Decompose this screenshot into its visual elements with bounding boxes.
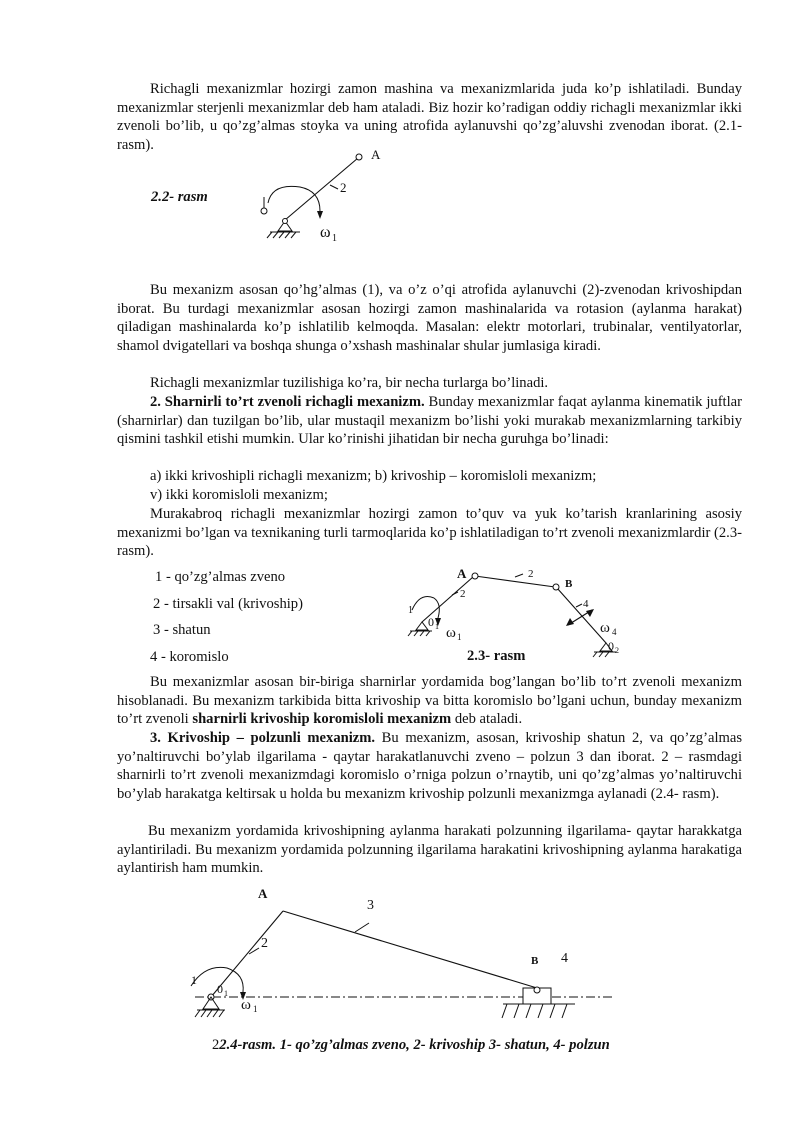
svg-text:ω: ω (241, 997, 251, 1013)
figure-2-3-caption: 2.3- rasm (467, 648, 526, 664)
heading-slider-crank: 3. Krivoship – polzunli mexanizm. (150, 730, 376, 746)
legend-item-1: 1 - qo’zg’almas zveno (155, 569, 286, 585)
svg-text:0: 0 (428, 615, 434, 629)
paragraph-description: Bu mexanizm asosan qo’hg’almas (1), va o’z o’qi atrofida aylanuvchi (2)-zvenodan krivoshipdan iborat. Bu turdagi mexanizmlar asosan hozirgi zamon mashinalarida va rotasion (aylanma harakat) qiladigan mashinalarda ko’p ishlatilib kelmoqda. Masalan: elektr motorlari, trubinalar, ventilyatorlar, shamol dvigatellari va boshqa shunga o’xshash mashinalar shular jumlasiga kiradi. (117, 282, 742, 355)
svg-text:0: 0 (217, 982, 223, 996)
svg-text:2: 2 (615, 646, 619, 655)
svg-text:ω: ω (446, 625, 456, 641)
svg-text:2: 2 (460, 588, 466, 600)
figure-2-3-diagram (400, 560, 630, 660)
joint-b (534, 987, 540, 993)
svg-text:1: 1 (457, 632, 462, 642)
svg-text:3: 3 (367, 898, 374, 913)
figure-2-4-caption: 22.4-rasm. 1- qo’zg’almas zveno, 2- krivoship 3- shatun, 4- polzun (212, 1037, 610, 1053)
label-omega: ω (320, 224, 331, 241)
joint-a (356, 154, 362, 160)
joint-a (472, 573, 478, 579)
paragraph-slider-motion: Bu mexanizm yordamida krivoshipning aylanma harakati polzunning ilgarilama- qaytar harakkatga aylantiriladi. Bu mexanizm yordamida polzunning ilgarilama harakatini krivoshipning aylanma harakatiga aylantirish ham mumkin. (117, 823, 742, 877)
svg-text:4: 4 (561, 951, 568, 966)
svg-text:2: 2 (528, 568, 534, 580)
rocker-link (557, 588, 606, 643)
svg-text:B: B (531, 955, 539, 967)
svg-text:A: A (457, 566, 467, 581)
paragraph-intro: Richagli mexanizmlar hozirgi zamon mashina va mexanizmlarida juda ko’p ishlatiladi. Bunday mexanizmlar sterjenli mexanizmlar deb ham ataladi. Biz hozir ko’radigan oddiy richagli mexanizmlar ikki zvenoli bo’lib, u qo’zg’almas stoyka va uning atrofida aylanuvshi qo’zg’aluvshi zvenodan iborat. (2.1- rasm). (117, 81, 742, 154)
figure-2-4-diagram (185, 880, 625, 1035)
coupler-link (475, 576, 555, 587)
term-crank-rocker: sharnirli krivoship koromisloli mexanizm (192, 711, 452, 728)
svg-text:4: 4 (612, 627, 617, 637)
crank-link (285, 158, 358, 220)
svg-text:ω: ω (600, 620, 610, 636)
list-item-v: v) ikki koromisloli mexanizm; (150, 487, 328, 503)
svg-text:1: 1 (408, 605, 413, 616)
svg-text:1: 1 (253, 1004, 258, 1014)
svg-text:1: 1 (224, 989, 228, 998)
connecting-rod (283, 911, 537, 988)
list-item-a-b: a) ikki krivoshipli richagli mexanizm; b) krivoship – koromisloli mexanizm; (150, 468, 597, 484)
svg-text:1: 1 (332, 233, 337, 244)
legend-item-3: 3 - shatun (153, 622, 211, 638)
svg-text:1: 1 (435, 622, 439, 631)
svg-text:4: 4 (583, 598, 589, 610)
svg-text:0: 0 (608, 639, 614, 653)
figure-2-2-caption: 2.2- rasm (151, 189, 208, 205)
heading-four-bar: 2. Sharnirli to’rt zvenoli richagli mexanizm. (150, 394, 425, 410)
figure-2-2-diagram (250, 145, 400, 245)
legend-item-4: 4 - koromislo (150, 649, 229, 665)
label-a: A (371, 147, 381, 162)
paragraph-classification: Richagli mexanizmlar tuzilishiga ko’ra, bir necha turlarga bo’linadi. (150, 375, 549, 391)
svg-text:B: B (565, 578, 573, 590)
paragraph-four-bar: 2. Sharnirli to’rt zvenoli richagli mexanizm. Bunday mexanizmlar faqat aylanma kinematik juftlar (sharnirlar) dan tuzilgan bo’lib, ular mustaqil mexanizm bo’lishi yoki murakab mexanizmlarning tarkibiy qismini tashkil etishi mumkin. Ular ko’rinishi jihatidan bir necha guruhga bo’linadi: (117, 394, 742, 448)
paragraph-slider-crank: 3. Krivoship – polzunli mexanizm. Bu mexanizm, asosan, krivoship shatun 2, va qo’zg’almas yo’naltiruvchi bo’ylab ilgarilama - qaytar harakatlanuvchi zveno – polzun 3 dan iborat. 2 – rasmdagi sharnirli to’rt zvenoli mexanizmdagi koromislo o’rniga polzun o’rnaytib, uni qo’zg’almas yo’naltiruvchi bo’ylab harakatga keltirsak u holda bu mexanizm krivoship polzunli mexanizmga aylanadi (2.4- rasm). (117, 730, 743, 803)
joint-b (553, 584, 559, 590)
rotation-arc (268, 186, 320, 211)
svg-text:2: 2 (261, 936, 268, 951)
paragraph-complex: Murakabroq richagli mexanizmlar hozirgi zamon to’quv va yuk ko’tarish kranlarining asosiy mexanizmi bo’lgan va texnikaning turli tarmoqlarida ko’p ishlatiladigan to’rt zvenoli mexanizmlardir (2.3- rasm). (117, 506, 742, 560)
rotation-arrow (317, 211, 323, 219)
paragraph-four-bar-summary: Bu mexanizmlar asosan bir-biriga sharnirlar yordamida bog’langan bo’lib to’rt zvenoli mexanizm hisoblanadi. Bu mexanizm tarkibida bitta krivoship va bitta koromislo bo’lgani uchun, bunday mexanizm to’rt zvenoli sharnirli krivoship koromisloli mexanizm deb ataladi. (117, 674, 742, 728)
legend-item-2: 2 - tirsakli val (krivoship) (153, 596, 303, 612)
svg-text:A: A (258, 886, 268, 901)
svg-text:1: 1 (191, 973, 197, 987)
label-link-2: 2 (340, 180, 347, 195)
